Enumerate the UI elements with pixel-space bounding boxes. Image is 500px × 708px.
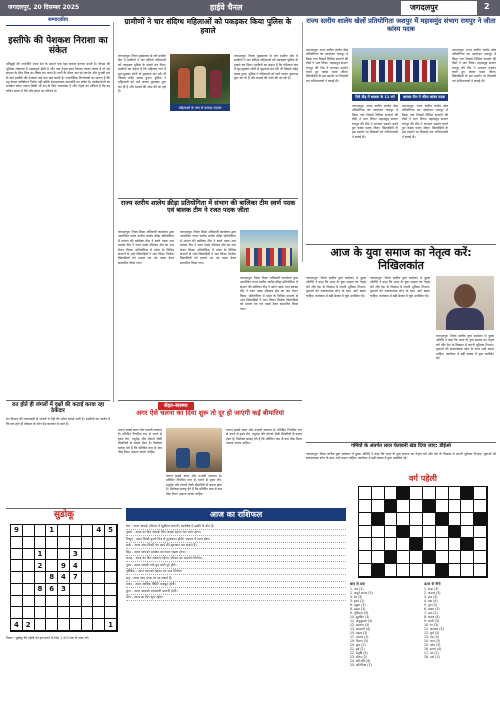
crossword-cell xyxy=(385,500,398,513)
sudoku-cell xyxy=(23,572,35,584)
article-heart xyxy=(118,402,302,506)
crossword-clue: 11. आकाश (3) xyxy=(424,627,444,631)
crossword-cell xyxy=(397,500,410,513)
crossword-clue: 2. अनाज (3) xyxy=(424,591,441,595)
horoscope-item: मीन - आज का दिन शुभ रहेगा। xyxy=(126,595,346,601)
sudoku-cell xyxy=(58,549,70,561)
crossword-clue: 16. सागर (4) xyxy=(424,647,442,651)
horoscope-item: सिंह - आज आपको स्वास्थ्य का ध्यान रखना होगा। xyxy=(126,549,346,555)
crossword-clue: 11. अनुकूलता (4) xyxy=(350,619,373,623)
article-relay-body-2: जगदलपुर। राज्य स्तरीय शालेय खेल प्रतियोगिता का आयोजन जशपुर में किया गया जिसमें विभिन्न संभागों की टीमों ने भाग लिया। महासमुंद संभाग रायपुर की टीम ने शानदार प्रदर्शन करते हुए कांस्य पदक जीता। खिलाड़ियों के इस प्रदर्शन पर शिक्षकों एवं अभिभावकों ने बधाई दी। xyxy=(352,104,398,139)
sudoku-cell xyxy=(35,619,47,631)
sudoku-cell xyxy=(46,560,58,572)
sudoku-cell xyxy=(46,619,58,631)
crossword-cell xyxy=(423,513,436,526)
sudoku-cell xyxy=(23,596,35,608)
divider xyxy=(6,400,110,401)
article-heart-body-2: चलना सबसे सरल और प्रभावी व्यायाम है। प्रतिदिन नियमित रूप से चलने से हृदय रोग, मधुमेह और मोटापे जैसी बीमारियों से बचाव होता है। विशेषज्ञ सलाह देते हैं कि प्रतिदिन कम से कम तीस मिनट अवश्य चलना चाहिए। xyxy=(166,474,222,496)
relay-banner-right: बालक टीम ने जीता कांस्य पदक xyxy=(400,94,448,101)
divider xyxy=(306,244,496,245)
sudoku-cell xyxy=(93,572,105,584)
crossword-cell xyxy=(423,538,436,551)
sudoku-cell xyxy=(105,584,117,596)
crossword-cell xyxy=(359,500,372,513)
crossword-cell xyxy=(423,526,436,539)
sudoku-cell: 9 xyxy=(58,560,70,572)
crossword-down xyxy=(424,582,496,659)
article-athletics-body-3: जगदलपुर। जिला शिक्षा अधिकारी कार्यालय द्वारा आयोजित राज्य स्तरीय शालेय क्रीड़ा प्रतियोगिता में संभाग की बालिका टीम ने स्वर्ण पदक तथा बालक टीम ने रजत पदक जीतकर क्षेत्र का नाम रोशन किया। प्रतियोगिता में प्रदेश के विभिन्न संभागों से आए खिलाड़ियों ने भाग लिया। विजेता खिलाड़ियों को प्रमाण पत्र एवं पदक देकर सम्मानित किया गया। xyxy=(240,276,298,311)
article-heart-body: चलना सबसे सरल और प्रभावी व्यायाम है। प्रतिदिन नियमित रूप से चलने से हृदय रोग, मधुमेह और मोटापे जैसी बीमारियों से बचाव होता है। विशेषज्ञ सलाह देते हैं कि प्रतिदिन कम से कम तीस मिनट अवश्य चलना चाहिए। xyxy=(118,428,162,455)
crossword-cell xyxy=(436,500,449,513)
crossword-clue: 2. अपूर्व आनंद (5) xyxy=(350,591,373,595)
crossword-cell xyxy=(397,526,410,539)
sudoku-cell xyxy=(46,607,58,619)
heart-section-tag: सेहत-स्वास्थ्य xyxy=(158,402,194,410)
sudoku-footer: नियम : सुडोकू की पहेली को हल करने के लिए 1 से 9 तक के अंक भरें। xyxy=(6,636,89,640)
crossword-clue: 19. किरण (3) xyxy=(350,639,368,643)
sudoku-cell xyxy=(105,596,117,608)
sudoku-cell xyxy=(82,572,94,584)
crossword-cell xyxy=(397,564,410,577)
sudoku-cell: 8 xyxy=(35,584,47,596)
city-label: जगदलपुर xyxy=(410,3,438,12)
crossword-cell xyxy=(449,526,462,539)
sudoku-cell xyxy=(70,525,82,537)
crossword-cell xyxy=(359,513,372,526)
sudoku-cell xyxy=(46,549,58,561)
sudoku-cell xyxy=(70,619,82,631)
crossword-clue: 21. हर्ष (2) xyxy=(350,647,365,651)
crossword-cell xyxy=(410,500,423,513)
crossword-clue: 9. मूर्तिकार (5) xyxy=(350,611,369,615)
youth-subhead-body: जगदलपुर। जिला स्तरीय युवा सम्मेलन में मुख्य अतिथि ने कहा कि आज के युवा समाज का नेतृत्व करें और देश के विकास में अपनी भूमिका निभाएं। युवाओं को सकारात्मक सोच के साथ आगे बढ़ना चाहिए। कार्यक्रम में बड़ी संख्या में युवा उपस्थित रहे। xyxy=(306,452,496,461)
sudoku-cell xyxy=(93,596,105,608)
relay-photo xyxy=(352,48,448,92)
sudoku-cell xyxy=(35,525,47,537)
crossword-clue: 13. चंद्र (3) xyxy=(424,635,439,639)
article-relay-headline: राज्य स्तरीय शालेय खेलों प्रतियोगिता जशपुर में महासमुंद संभाग रायपुर ने जीता कांस्य पदक xyxy=(306,17,496,33)
article-youth-body-3: जगदलपुर। जिला स्तरीय युवा सम्मेलन में मुख्य अतिथि ने कहा कि आज के युवा समाज का नेतृत्व करें और देश के विकास में अपनी भूमिका निभाएं। युवाओं को सकारात्मक सोच के साथ आगे बढ़ना चाहिए। कार्यक्रम में बड़ी संख्या में युवा उपस्थित रहे। xyxy=(436,334,494,361)
crossword-clue: 1. राजा (3) xyxy=(424,587,439,591)
crossword-clue: 14. तारा (3) xyxy=(424,639,440,643)
crossword-clue: 23. सीधा (2) xyxy=(350,655,367,659)
sudoku-cell: 5 xyxy=(105,525,117,537)
crossword-clue: 17. तालाब (3) xyxy=(350,635,369,639)
article-athletics-headline: राज्य स्तरीय शालेय क्रीड़ा प्रतियोगिता में संभाग की बालिका टीम स्वर्ण पदक एवं बालक टीम ने रजत पदक जीता xyxy=(120,199,296,215)
crossword-grid xyxy=(358,486,488,578)
sudoku-cell xyxy=(58,607,70,619)
crossword-cell xyxy=(359,551,372,564)
sudoku-panel xyxy=(6,510,122,704)
article-arrest-body-2: जगदलपुर। जिला मुख्यालय से लगे ग्रामीण क्षेत्र में ग्रामीणों ने चार संदिग्ध महिलाओं को पकड़कर पुलिस के हवाले कर दिया। ग्रामीणों का कहना है कि महिलाएं गांव में घूम-घूमकर लोगों से पूछताछ कर रही थीं जिससे संदेह उत्पन्न हुआ। पुलिस ने महिलाओं को थाने लाकर पूछताछ शुरू कर दी है और मामले की जांच की जा रही है। xyxy=(234,54,298,81)
crossword-cell xyxy=(410,551,423,564)
crossword-cell xyxy=(397,538,410,551)
crossword-cell xyxy=(436,487,449,500)
sudoku-cell xyxy=(11,549,23,561)
issue-date: जगदलपुर, 20 दिसम्बर 2025 xyxy=(8,4,80,11)
crossword-cell xyxy=(372,564,385,577)
article-youth-headline: आज के युवा समाज का नेतृत्व करें: निखिलकांत xyxy=(330,246,472,272)
crossword-clue: 22. संतुष्टि (4) xyxy=(350,651,368,655)
crossword-cell xyxy=(359,538,372,551)
horoscope-title: आज का राशिफल xyxy=(126,508,346,521)
sudoku-cell xyxy=(11,607,23,619)
crossword-clue: 5. पुत्र (3) xyxy=(424,603,437,607)
horoscope-item: कर्क - आज आप किसी नए कार्य की शुरुआत कर सकते हैं। xyxy=(126,543,346,549)
crossword-cell xyxy=(359,487,372,500)
sudoku-cell xyxy=(93,584,105,596)
crossword-across xyxy=(350,582,422,667)
crossword-cell xyxy=(385,487,398,500)
sudoku-cell xyxy=(23,537,35,549)
crossword-cell xyxy=(474,526,487,539)
crossword-cell xyxy=(372,538,385,551)
crossword-cell xyxy=(461,564,474,577)
horoscope-item: धनु - आज आप यात्रा पर जा सकते हैं। xyxy=(126,575,346,581)
crossword-cell xyxy=(436,564,449,577)
sudoku-cell xyxy=(58,596,70,608)
article-trees xyxy=(6,402,110,504)
crossword-cell xyxy=(474,551,487,564)
article-youth-body: जगदलपुर। जिला स्तरीय युवा सम्मेलन में मुख्य अतिथि ने कहा कि आज के युवा समाज का नेतृत्व करें और देश के विकास में अपनी भूमिका निभाएं। युवाओं को सकारात्मक सोच के साथ आगे बढ़ना चाहिए। कार्यक्रम में बड़ी संख्या में युवा उपस्थित रहे। xyxy=(306,276,366,298)
divider xyxy=(6,508,122,509)
sudoku-cell xyxy=(11,584,23,596)
sudoku-cell xyxy=(58,525,70,537)
crossword-cell xyxy=(461,487,474,500)
crossword-cell xyxy=(461,513,474,526)
sudoku-cell: 1 xyxy=(35,549,47,561)
crossword-cell xyxy=(397,551,410,564)
relay-banner-left: रिले दौड़ में बालक के 11 वर्ग xyxy=(352,94,398,101)
sudoku-cell xyxy=(82,560,94,572)
sudoku-cell: 2 xyxy=(23,619,35,631)
sudoku-cell: 9 xyxy=(11,525,23,537)
column-rule xyxy=(302,22,303,262)
sudoku-cell: 2 xyxy=(35,560,47,572)
crossword-cell xyxy=(423,500,436,513)
crossword-cell xyxy=(461,551,474,564)
horoscope-item: मिथुन - आज किसी पुराने मित्र से मुलाकात होगी। व्यापार में लाभ होगा। xyxy=(126,536,346,542)
athletics-photo xyxy=(240,230,298,272)
crossword-clue: 4. ढेर (3) xyxy=(350,595,363,599)
sudoku-cell: 3 xyxy=(70,549,82,561)
sudoku-cell xyxy=(93,537,105,549)
sudoku-cell xyxy=(82,619,94,631)
down-list xyxy=(424,587,496,659)
crossword-clue: 7. जल (2) xyxy=(424,611,438,615)
sudoku-cell: 1 xyxy=(105,619,117,631)
sudoku-cell xyxy=(105,572,117,584)
across-title: बाएं से दाएं xyxy=(350,582,365,586)
article-heart-body-3: चलना सबसे सरल और प्रभावी व्यायाम है। प्रतिदिन नियमित रूप से चलने से हृदय रोग, मधुमेह और मोटापे जैसी बीमारियों से बचाव होता है। विशेषज्ञ सलाह देते हैं कि प्रतिदिन कम से कम तीस मिनट अवश्य चलना चाहिए। xyxy=(226,428,302,446)
sudoku-cell xyxy=(46,596,58,608)
page-number: 2 xyxy=(484,2,490,11)
crossword-cell xyxy=(410,513,423,526)
crossword-clue: 1. नाव (2) xyxy=(350,587,364,591)
article-relay-body: जगदलपुर। राज्य स्तरीय शालेय खेल प्रतियोगिता का आयोजन जशपुर में किया गया जिसमें विभिन्न संभागों की टीमों ने भाग लिया। महासमुंद संभाग रायपुर की टीम ने शानदार प्रदर्शन करते हुए कांस्य पदक जीता। खिलाड़ियों के इस प्रदर्शन पर शिक्षकों एवं अभिभावकों ने बधाई दी। xyxy=(306,48,348,83)
crossword-cell xyxy=(385,526,398,539)
crossword-clue: 12. लावण्य (3) xyxy=(350,623,370,627)
sudoku-cell: 6 xyxy=(46,584,58,596)
crossword-cell xyxy=(397,487,410,500)
crossword-cell xyxy=(449,500,462,513)
sudoku-cell: 8 xyxy=(46,572,58,584)
sudoku-cell xyxy=(82,525,94,537)
article-trees-body: वन विभाग की लापरवाही से जंगलों में पेड़ों की अवैध कटाई जारी है। ग्रामीणों का आरोप है कि रात होते ही ठेकेदार के लोग पेड़ काटकर ले जाते हैं। xyxy=(6,417,110,426)
horoscope-item: वृषभ - आज का दिन आपके लिए अच्छा रहेगा। धन लाभ होगा। xyxy=(126,530,346,536)
crossword-cell xyxy=(372,487,385,500)
editorial xyxy=(6,18,110,398)
crossword-cell xyxy=(385,513,398,526)
crossword-clue: 20. शुभ (2) xyxy=(350,643,366,647)
sudoku-cell xyxy=(70,596,82,608)
crossword-clue: 15. पर्वत (3) xyxy=(424,643,441,647)
walking-photo xyxy=(166,428,222,472)
sudoku-cell xyxy=(23,560,35,572)
sudoku-cell xyxy=(82,607,94,619)
sudoku-cell xyxy=(105,607,117,619)
horoscope-item: तुला - आज आपके रुके हुए कार्य पूरे होंगे। xyxy=(126,562,346,568)
horoscope-item: वृश्चिक - आज आपको मेहनत का फल मिलेगा। xyxy=(126,569,346,575)
crossword-clue: 9. धरती (3) xyxy=(424,619,440,623)
crossword-cell xyxy=(372,526,385,539)
crossword-clue: 6. बादल (3) xyxy=(424,607,440,611)
sudoku-cell xyxy=(82,596,94,608)
crossword-cell xyxy=(385,538,398,551)
crossword-cell xyxy=(461,526,474,539)
horoscope-item: मेष - आज आपके परिवार में खुशियां आएंगी। कार्यक्षेत्र में उन्नति के योग हैं। xyxy=(126,523,346,529)
crossword-cell xyxy=(474,487,487,500)
crossword-clue: 24. धीरे-धीरे (4) xyxy=(350,659,371,663)
crossword-cell xyxy=(410,538,423,551)
sudoku-cell xyxy=(35,537,47,549)
article-arrest-body: जगदलपुर। जिला मुख्यालय से लगे ग्रामीण क्षेत्र में ग्रामीणों ने चार संदिग्ध महिलाओं को पकड़कर पुलिस के हवाले कर दिया। ग्रामीणों का कहना है कि महिलाएं गांव में घूम-घूमकर लोगों से पूछताछ कर रही थीं जिससे संदेह उत्पन्न हुआ। पुलिस ने महिलाओं को थाने लाकर पूछताछ शुरू कर दी है और मामले की जांच की जा रही है। xyxy=(118,54,166,94)
crossword-cell xyxy=(372,500,385,513)
crossword-cell xyxy=(410,487,423,500)
crossword-cell xyxy=(449,513,462,526)
crossword-clue: 8. कमल (4) xyxy=(424,615,440,619)
crossword-cell xyxy=(474,564,487,577)
crossword-cell xyxy=(474,500,487,513)
article-trees-headline: रात होते ही जंगलों में वृक्षों की कटाई करवा रहा ठेकेदार xyxy=(11,402,105,415)
sudoku-cell xyxy=(11,560,23,572)
masthead xyxy=(0,0,500,16)
sudoku-cell xyxy=(93,619,105,631)
sudoku-cell xyxy=(35,607,47,619)
sudoku-grid xyxy=(10,524,118,632)
crossword-clue: 18. मार्ग (3) xyxy=(424,655,440,659)
crossword-cell xyxy=(423,564,436,577)
sudoku-cell xyxy=(23,525,35,537)
crossword-cell xyxy=(436,513,449,526)
sudoku-cell xyxy=(70,607,82,619)
sudoku-cell xyxy=(82,549,94,561)
crossword-clue: 6. उद्धार (3) xyxy=(350,603,366,607)
crossword-cell xyxy=(410,564,423,577)
crossword-cell xyxy=(372,513,385,526)
horoscope-item: मकर - आज आर्थिक स्थिति मजबूत होगी। xyxy=(126,582,346,588)
crossword-cell xyxy=(423,551,436,564)
article-athletics xyxy=(118,200,298,398)
crossword-clue: 10. रंग (3) xyxy=(424,623,439,627)
crossword-clue: 12. सूर्य (3) xyxy=(424,631,440,635)
sudoku-cell: 4 xyxy=(58,572,70,584)
article-youth-body-2: जगदलपुर। जिला स्तरीय युवा सम्मेलन में मुख्य अतिथि ने कहा कि आज के युवा समाज का नेतृत्व करें और देश के विकास में अपनी भूमिका निभाएं। युवाओं को सकारात्मक सोच के साथ आगे बढ़ना चाहिए। कार्यक्रम में बड़ी संख्या में युवा उपस्थित रहे। xyxy=(370,276,430,298)
article-relay xyxy=(306,18,496,242)
crossword-cell xyxy=(461,500,474,513)
crossword-cell xyxy=(410,526,423,539)
paper-name: हाईवे चैनल xyxy=(210,3,243,12)
sudoku-cell xyxy=(58,537,70,549)
youth-photo xyxy=(436,276,494,330)
crossword-cell xyxy=(436,551,449,564)
crossword-cell xyxy=(449,551,462,564)
article-relay-body-4: जगदलपुर। राज्य स्तरीय शालेय खेल प्रतियोगिता का आयोजन जशपुर में किया गया जिसमें विभिन्न संभागों की टीमों ने भाग लिया। महासमुंद संभाग रायपुर की टीम ने शानदार प्रदर्शन करते हुए कांस्य पदक जीता। खिलाड़ियों के इस प्रदर्शन पर शिक्षकों एवं अभिभावकों ने बधाई दी। xyxy=(452,48,496,83)
crossword-clue: 13. सरस्वती (4) xyxy=(350,627,371,631)
horoscope-panel xyxy=(126,508,346,704)
sudoku-cell xyxy=(46,537,58,549)
sudoku-cell xyxy=(82,584,94,596)
across-list xyxy=(350,587,422,667)
column-rule xyxy=(113,22,114,402)
crossword-title: वर्ग पहेली xyxy=(408,474,438,483)
crossword-clue: 17. वन (2) xyxy=(424,651,439,655)
crossword-cell xyxy=(449,538,462,551)
sudoku-cell: 4 xyxy=(11,619,23,631)
crossword-cell xyxy=(474,538,487,551)
article-relay-body-3: जगदलपुर। राज्य स्तरीय शालेय खेल प्रतियोगिता का आयोजन जशपुर में किया गया जिसमें विभिन्न संभागों की टीमों ने भाग लिया। महासमुंद संभाग रायपुर की टीम ने शानदार प्रदर्शन करते हुए कांस्य पदक जीता। खिलाड़ियों के इस प्रदर्शन पर शिक्षकों एवं अभिभावकों ने बधाई दी। xyxy=(402,104,448,139)
crossword-cell xyxy=(436,538,449,551)
article-athletics-body: जगदलपुर। जिला शिक्षा अधिकारी कार्यालय द्वारा आयोजित राज्य स्तरीय शालेय क्रीड़ा प्रतियोगिता में संभाग की बालिका टीम ने स्वर्ण पदक तथा बालक टीम ने रजत पदक जीतकर क्षेत्र का नाम रोशन किया। प्रतियोगिता में प्रदेश के विभिन्न संभागों से आए खिलाड़ियों ने भाग लिया। विजेता खिलाड़ियों को प्रमाण पत्र एवं पदक देकर सम्मानित किया गया। xyxy=(118,230,174,265)
crossword-cell xyxy=(474,513,487,526)
article-arrest xyxy=(118,18,298,194)
sudoku-cell xyxy=(105,560,117,572)
crossword-cell xyxy=(423,487,436,500)
article-youth xyxy=(306,246,496,440)
sudoku-cell xyxy=(35,596,47,608)
sudoku-cell xyxy=(23,584,35,596)
crossword-panel xyxy=(350,474,496,704)
sudoku-cell: 4 xyxy=(70,560,82,572)
sudoku-cell xyxy=(70,584,82,596)
crossword-clue: 15. महत्व (3) xyxy=(350,631,368,635)
sudoku-cell: 1 xyxy=(46,525,58,537)
sudoku-cell: 7 xyxy=(70,572,82,584)
arrest-photo xyxy=(170,54,230,104)
editorial-body: प्रतिद्वंद्वी की राजनीति आज देश के सामने एक बड़ा सवाल बनकर उभरी है। विपक्ष की भूमिका लोकतंत्र में महत्वपूर्ण होती है और जब नेतृत्व स्वयं निराशा व्यक्त करता है तो यह संगठन के लिए चिंता का विषय बन जाता है। पार्टी के भीतर चल रहे मतभेद और चुनावी हार के बाद इस्तीफे की पेशकश कई प्रश्न खड़े करती है। राजनीतिक विश्लेषकों का मानना है कि यह केवल व्यक्तिगत निर्णय नहीं बल्कि संगठनात्मक कमजोरी का संकेत है। कार्यकर्ताओं का मनोबल बनाए रखना किसी भी दल के लिए आवश्यक है और नेतृत्व का दायित्व है कि वह कठिन समय में धैर्य और संयम का परिचय दे। xyxy=(6,62,110,93)
horoscope-list xyxy=(126,523,346,601)
sudoku-cell xyxy=(93,560,105,572)
crossword-clue: 10. सुरक्षित (3) xyxy=(350,615,370,619)
article-athletics-body-2: जगदलपुर। जिला शिक्षा अधिकारी कार्यालय द्वारा आयोजित राज्य स्तरीय शालेय क्रीड़ा प्रतियोगिता में संभाग की बालिका टीम ने स्वर्ण पदक तथा बालक टीम ने रजत पदक जीतकर क्षेत्र का नाम रोशन किया। प्रतियोगिता में प्रदेश के विभिन्न संभागों से आए खिलाड़ियों ने भाग लिया। विजेता खिलाड़ियों को प्रमाण पत्र एवं पदक देकर सम्मानित किया गया। xyxy=(180,230,236,265)
sudoku-cell xyxy=(82,537,94,549)
sudoku-cell xyxy=(11,572,23,584)
sudoku-cell: 3 xyxy=(58,584,70,596)
crossword-cell xyxy=(359,526,372,539)
sudoku-cell xyxy=(23,607,35,619)
crossword-clue: 8. सड़क (3) xyxy=(350,607,366,611)
youth-subhead: गर्मियों के अंतर्गत लाल चेतावनी खंड दिया जाए: डीईओ xyxy=(351,443,451,449)
article-arrest-headline: ग्रामीणों ने चार संदिग्ध महिलाओं को पकड़कर किया पुलिस के हवाले xyxy=(124,17,292,35)
crossword-cell xyxy=(436,526,449,539)
crossword-cell xyxy=(372,551,385,564)
sudoku-cell xyxy=(93,607,105,619)
article-heart-headline: अगर ऐसे चलना का दिया शुरू तो दूर हो जाएंगी कई बीमारियां xyxy=(136,409,284,417)
sudoku-cell xyxy=(35,572,47,584)
down-title: ऊपर से नीचे xyxy=(424,582,441,586)
crossword-cell xyxy=(385,551,398,564)
sudoku-cell xyxy=(11,537,23,549)
crossword-cell xyxy=(461,538,474,551)
crossword-clue: 4. बड़ा (4) xyxy=(424,599,438,603)
crossword-cell xyxy=(449,564,462,577)
sudoku-cell xyxy=(93,549,105,561)
horoscope-item: कन्या - आज का दिन सामान्य रहेगा। परिवार का सहयोग मिलेगा। xyxy=(126,556,346,562)
editorial-section: सम्पादकीय xyxy=(6,18,110,26)
sudoku-cell xyxy=(70,537,82,549)
arrest-photo-caption: महिलाओं के पास से बरामद सामान xyxy=(170,104,230,111)
crossword-cell xyxy=(397,513,410,526)
crossword-clue: 25. अतिरिक्त (3) xyxy=(350,663,372,667)
sudoku-cell: 4 xyxy=(93,525,105,537)
sudoku-title: सुडोकू xyxy=(53,510,75,520)
horoscope-item: कुंभ - आज आपको सावधानी बरतनी होगी। xyxy=(126,588,346,594)
editorial-headline: इस्तीफे की पेशकश निराशा का संकेत xyxy=(8,35,108,57)
sudoku-cell xyxy=(105,549,117,561)
sudoku-cell xyxy=(105,537,117,549)
sudoku-cell xyxy=(23,549,35,561)
sudoku-cell xyxy=(58,619,70,631)
divider xyxy=(118,400,302,401)
crossword-cell xyxy=(449,487,462,500)
crossword-clue: 3. हवा (3) xyxy=(424,595,438,599)
sudoku-cell xyxy=(11,596,23,608)
crossword-cell xyxy=(359,564,372,577)
crossword-cell xyxy=(385,564,398,577)
crossword-clue: 5. हृदय (2) xyxy=(350,599,365,603)
